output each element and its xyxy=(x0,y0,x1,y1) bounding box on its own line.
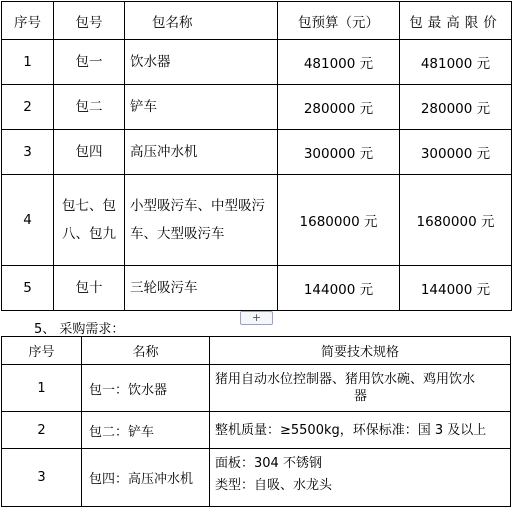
spec-line: 器 xyxy=(353,389,367,404)
header-package-name: 包名称 xyxy=(125,2,278,40)
spec-line: 类型：自吸、水龙头 xyxy=(215,478,333,493)
table-row xyxy=(2,130,512,175)
header-spec: 简要技术规格 xyxy=(210,337,511,365)
row-package-no: 包一 xyxy=(54,40,125,85)
header-index: 序号 xyxy=(2,2,54,40)
spec-line: 猪用自动水位控制器、猪用饮水碗、鸡用饮水 xyxy=(215,372,476,387)
row-package-no: 包十 xyxy=(54,266,125,311)
row-name: 包一：饮水器 xyxy=(82,365,210,412)
header-index: 序号 xyxy=(2,337,82,365)
row-index: 1 xyxy=(2,365,82,412)
table-row xyxy=(2,449,511,507)
row-package-name: 饮水器 xyxy=(125,40,278,85)
row-index: 3 xyxy=(2,130,54,175)
row-max-price: 481000 元 xyxy=(400,40,512,85)
header-budget: 包预算（元） xyxy=(278,2,400,40)
row-budget: 300000 元 xyxy=(278,130,400,175)
header-package-no: 包号 xyxy=(54,2,125,40)
header-name: 名称 xyxy=(82,337,210,365)
row-package-no: 包二 xyxy=(54,85,125,130)
row-spec xyxy=(210,412,511,449)
budget-table xyxy=(1,1,512,311)
row-budget: 280000 元 xyxy=(278,85,400,130)
row-max-price: 144000 元 xyxy=(400,266,512,311)
table-row xyxy=(2,40,512,85)
row-index: 3 xyxy=(2,449,82,507)
header-max-price: 包最高限价 xyxy=(400,2,512,40)
row-package-no xyxy=(54,175,125,266)
row-budget: 144000 元 xyxy=(278,266,400,311)
row-package-name xyxy=(125,175,278,266)
table-row xyxy=(2,85,512,130)
row-budget: 481000 元 xyxy=(278,40,400,85)
row-spec xyxy=(210,365,511,412)
table-row xyxy=(2,412,511,449)
row-name: 包二：铲车 xyxy=(82,412,210,449)
row-index: 2 xyxy=(2,85,54,130)
row-package-name: 铲车 xyxy=(125,85,278,130)
add-row-handle[interactable]: + xyxy=(240,311,273,325)
requirements-table xyxy=(1,336,511,507)
requirements-table-header xyxy=(2,337,511,365)
row-max-price: 300000 元 xyxy=(400,130,512,175)
package-name-line: 小型吸污车、中型吸污 xyxy=(130,198,265,214)
row-index: 5 xyxy=(2,266,54,311)
row-index: 2 xyxy=(2,412,82,449)
row-package-name: 高压冲水机 xyxy=(125,130,278,175)
spec-line: 面板：304 不锈钢 xyxy=(215,456,322,471)
row-budget: 1680000 元 xyxy=(278,175,400,266)
budget-table-header xyxy=(2,2,512,40)
table-row xyxy=(2,175,512,266)
row-package-no: 包四 xyxy=(54,130,125,175)
spec-line: 整机质量：≥5500kg，环保标准：国 3 及以上 xyxy=(215,422,487,438)
package-no-line: 包七、包 xyxy=(62,198,116,214)
row-name: 包四：高压冲水机 xyxy=(82,449,210,507)
package-name-line: 车、大型吸污车 xyxy=(130,226,225,242)
row-spec xyxy=(210,449,511,507)
table-row xyxy=(2,266,512,311)
row-max-price: 280000 元 xyxy=(400,85,512,130)
row-index: 1 xyxy=(2,40,54,85)
row-max-price: 1680000 元 xyxy=(400,175,512,266)
table-row xyxy=(2,365,511,412)
row-index: 4 xyxy=(2,175,54,266)
section-heading: 5、 采购需求： xyxy=(34,322,125,337)
row-package-name: 三轮吸污车 xyxy=(125,266,278,311)
package-no-line: 八、包九 xyxy=(62,226,116,242)
